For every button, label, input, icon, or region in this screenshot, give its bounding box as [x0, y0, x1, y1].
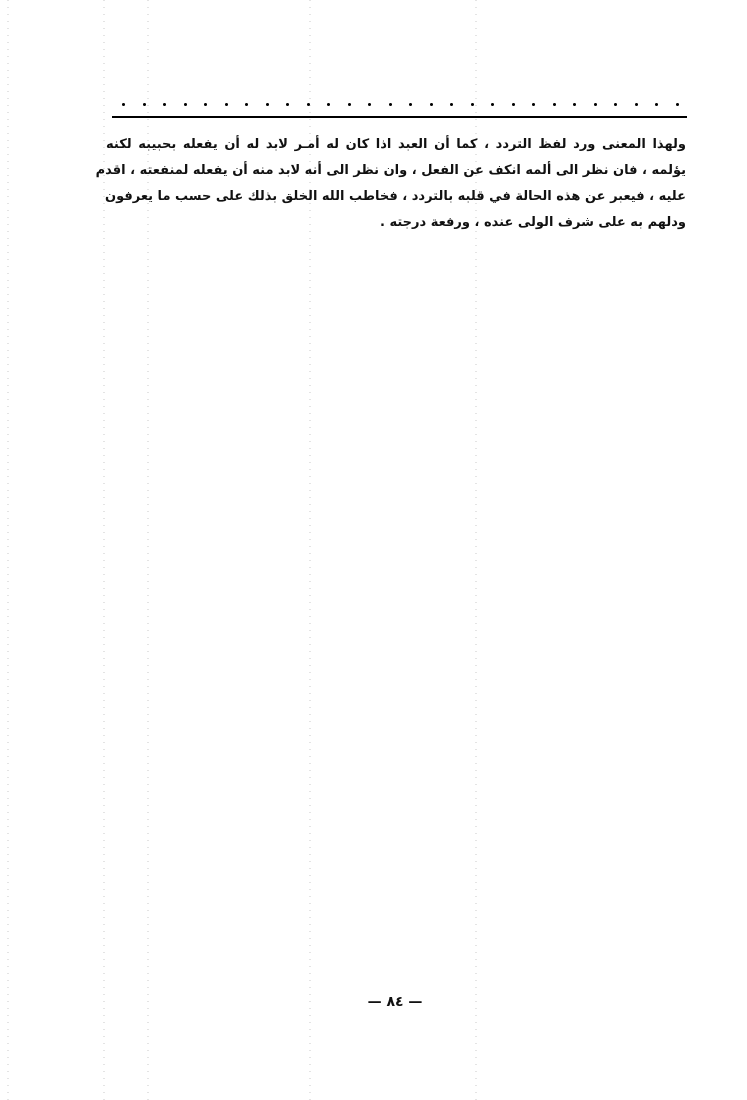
body-paragraph	[95, 132, 686, 236]
header-dot	[635, 103, 638, 106]
paragraph-line-3: عليه ، فيعبر عن هذه الحالة في قلبه بالتردد ، فخاطب الله الخلق بذلك على حسب ما يعرفون	[104, 189, 686, 204]
header-dot	[655, 103, 658, 106]
header-dot	[389, 103, 392, 106]
header-dot	[122, 103, 125, 106]
header-dot	[143, 103, 146, 106]
header-dot	[532, 103, 535, 106]
header-dot	[676, 103, 679, 106]
header-dot	[614, 103, 617, 106]
header-dot	[368, 103, 371, 106]
header-dot	[573, 103, 576, 106]
header-dot	[327, 103, 330, 106]
header-dot	[204, 103, 207, 106]
header-dot	[307, 103, 310, 106]
header-dot	[163, 103, 166, 106]
header-dot	[553, 103, 556, 106]
header-dotted-border	[112, 103, 687, 107]
header-dot	[430, 103, 433, 106]
header-dot	[245, 103, 248, 106]
paragraph-line-4: ودلهم به على شرف الولى عنده ، ورفعة درجته .	[379, 215, 686, 230]
header-dot	[594, 103, 597, 106]
header-dot	[286, 103, 289, 106]
header-dot	[266, 103, 269, 106]
header-dot	[471, 103, 474, 106]
paragraph-line-1: ولهذا المعنى ورد لفظ التردد ، كما أن العبد اذا كان له أمـر لابد له أن يفعله بحبيبه لكنه	[106, 137, 686, 152]
paragraph-line-2: يؤلمه ، فان نظر الى ألمه انكف عن الفعل ، وان نظر الى أنه لابد منه أن يفعله لمنفعته ، اقدم	[95, 163, 686, 178]
header-dot	[348, 103, 351, 106]
header-dot	[409, 103, 412, 106]
header-solid-line	[112, 116, 687, 118]
header-dot	[491, 103, 494, 106]
header-dot	[450, 103, 453, 106]
header-dot	[225, 103, 228, 106]
page-number: — ٨٤ —	[367, 994, 423, 1010]
header-dot	[184, 103, 187, 106]
header-dot	[512, 103, 515, 106]
header-rule	[112, 96, 687, 120]
